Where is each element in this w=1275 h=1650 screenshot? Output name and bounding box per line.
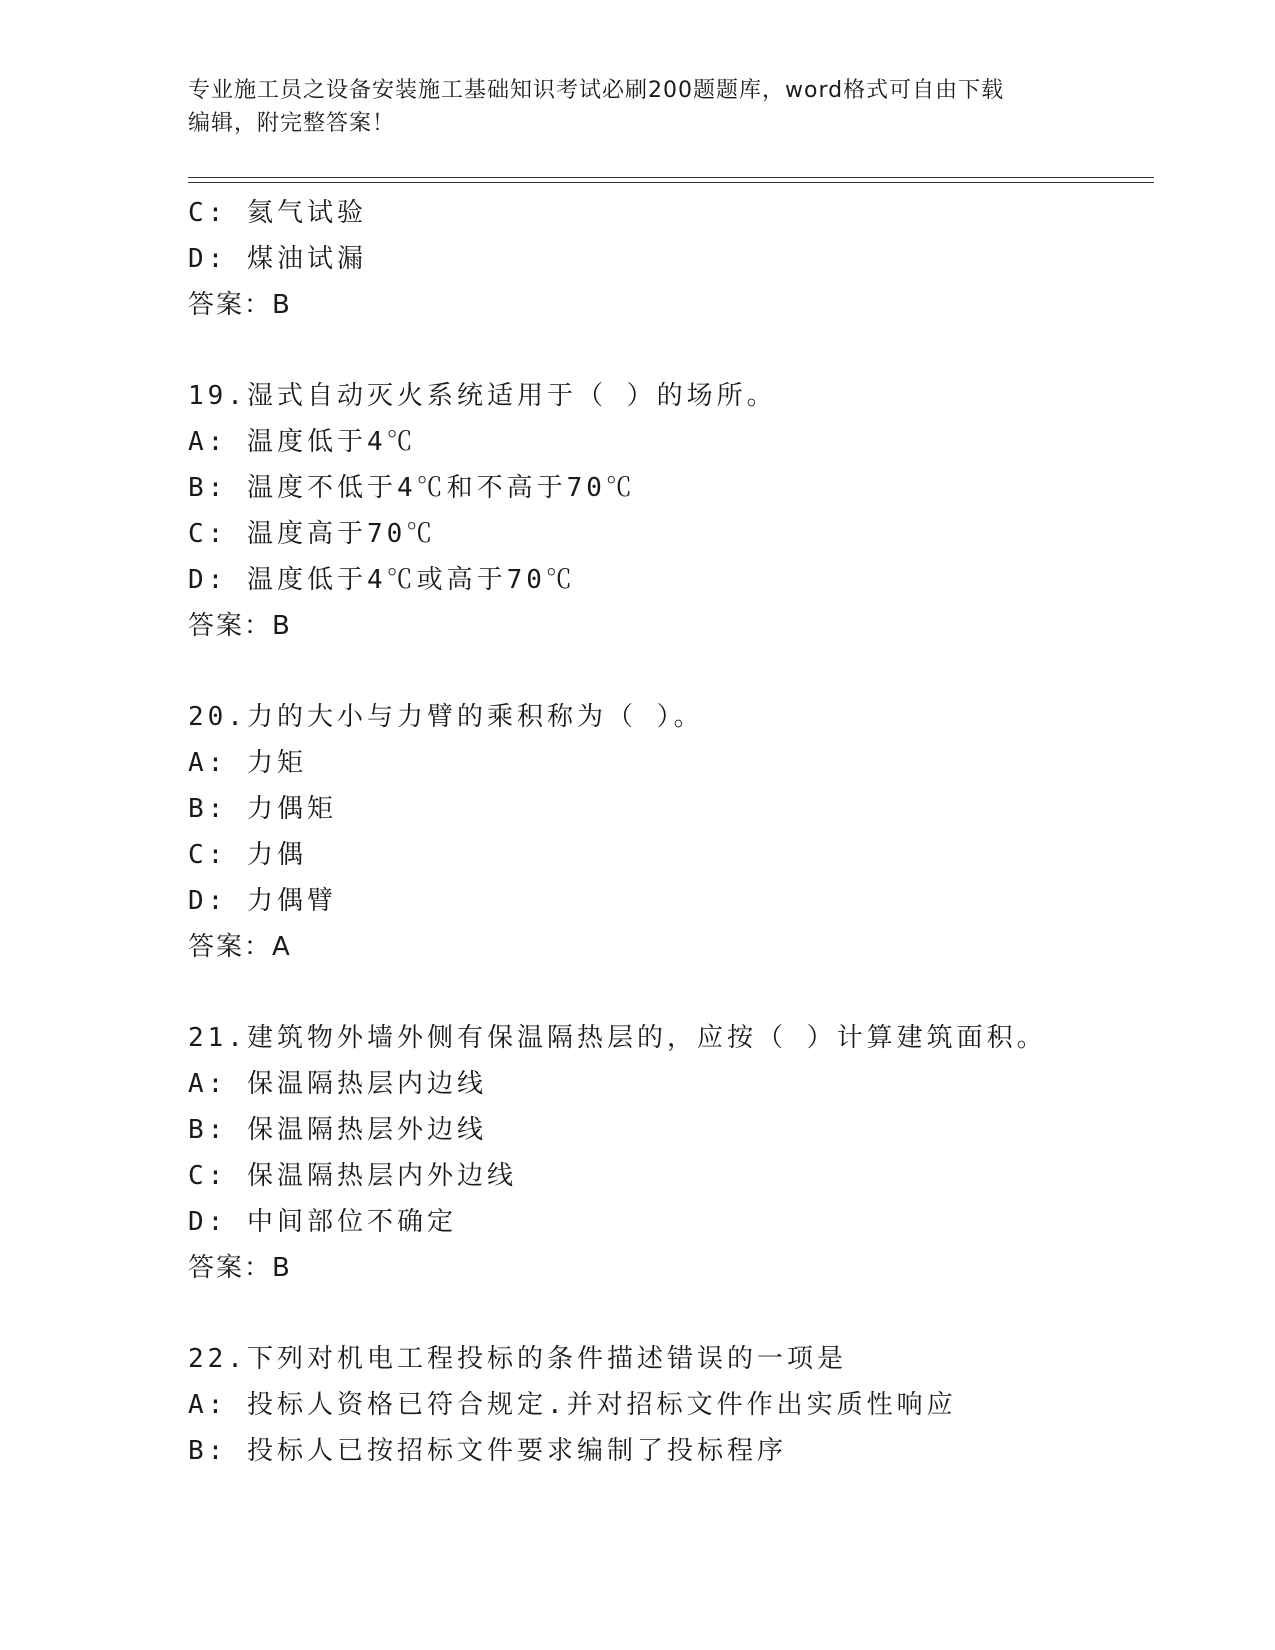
option-c: C: 保温隔热层内外边线 <box>188 1161 517 1191</box>
header-divider-top <box>188 177 1154 178</box>
option-d: D: 中间部位不确定 <box>188 1207 457 1237</box>
option-b: B: 力偶矩 <box>188 794 337 824</box>
option-d: D: 力偶臂 <box>188 886 337 916</box>
question-list <box>188 190 1148 1474</box>
question-stem: 21.建筑物外墙外侧有保温隔热层的，应按（ ）计算建筑面积。 <box>188 1023 1047 1053</box>
option-a: A: 保温隔热层内边线 <box>188 1069 487 1099</box>
option-d: D: 温度低于4℃或高于70℃ <box>188 565 576 595</box>
question-22 <box>188 1336 1148 1474</box>
header-divider-bottom <box>188 182 1154 183</box>
option-b: B: 投标人已按招标文件要求编制了投标程序 <box>188 1436 787 1466</box>
question-20 <box>188 694 1148 970</box>
question-18-tail <box>188 190 1148 328</box>
option-d: D: 煤油试漏 <box>188 244 367 274</box>
header-title-line-2: 编辑，附完整答案！ <box>188 111 396 136</box>
question-stem: 19.湿式自动灭火系统适用于（ ）的场所。 <box>188 381 777 411</box>
question-stem: 20.力的大小与力臂的乘积称为（ ）。 <box>188 702 704 732</box>
option-a: A: 力矩 <box>188 748 307 778</box>
option-b: B: 保温隔热层外边线 <box>188 1115 487 1145</box>
answer: 答案：B <box>188 290 292 320</box>
question-21 <box>188 1015 1148 1291</box>
spacer <box>188 970 1148 1015</box>
answer: 答案：A <box>188 932 292 962</box>
page-header <box>188 74 1088 140</box>
option-b: B: 温度不低于4℃和不高于70℃ <box>188 473 636 503</box>
option-c: C: 氦气试验 <box>188 198 367 228</box>
question-19 <box>188 373 1148 649</box>
spacer <box>188 1291 1148 1336</box>
header-title-line-1: 专业施工员之设备安装施工基础知识考试必刷200题题库，word格式可自由下载 <box>188 78 1005 103</box>
question-stem: 22.下列对机电工程投标的条件描述错误的一项是 <box>188 1344 847 1374</box>
spacer <box>188 328 1148 373</box>
option-a: A: 投标人资格已符合规定.并对招标文件作出实质性响应 <box>188 1390 957 1420</box>
option-c: C: 温度高于70℃ <box>188 519 437 549</box>
spacer <box>188 649 1148 694</box>
option-a: A: 温度低于4℃ <box>188 427 417 457</box>
answer: 答案：B <box>188 611 292 641</box>
option-c: C: 力偶 <box>188 840 307 870</box>
answer: 答案：B <box>188 1253 292 1283</box>
